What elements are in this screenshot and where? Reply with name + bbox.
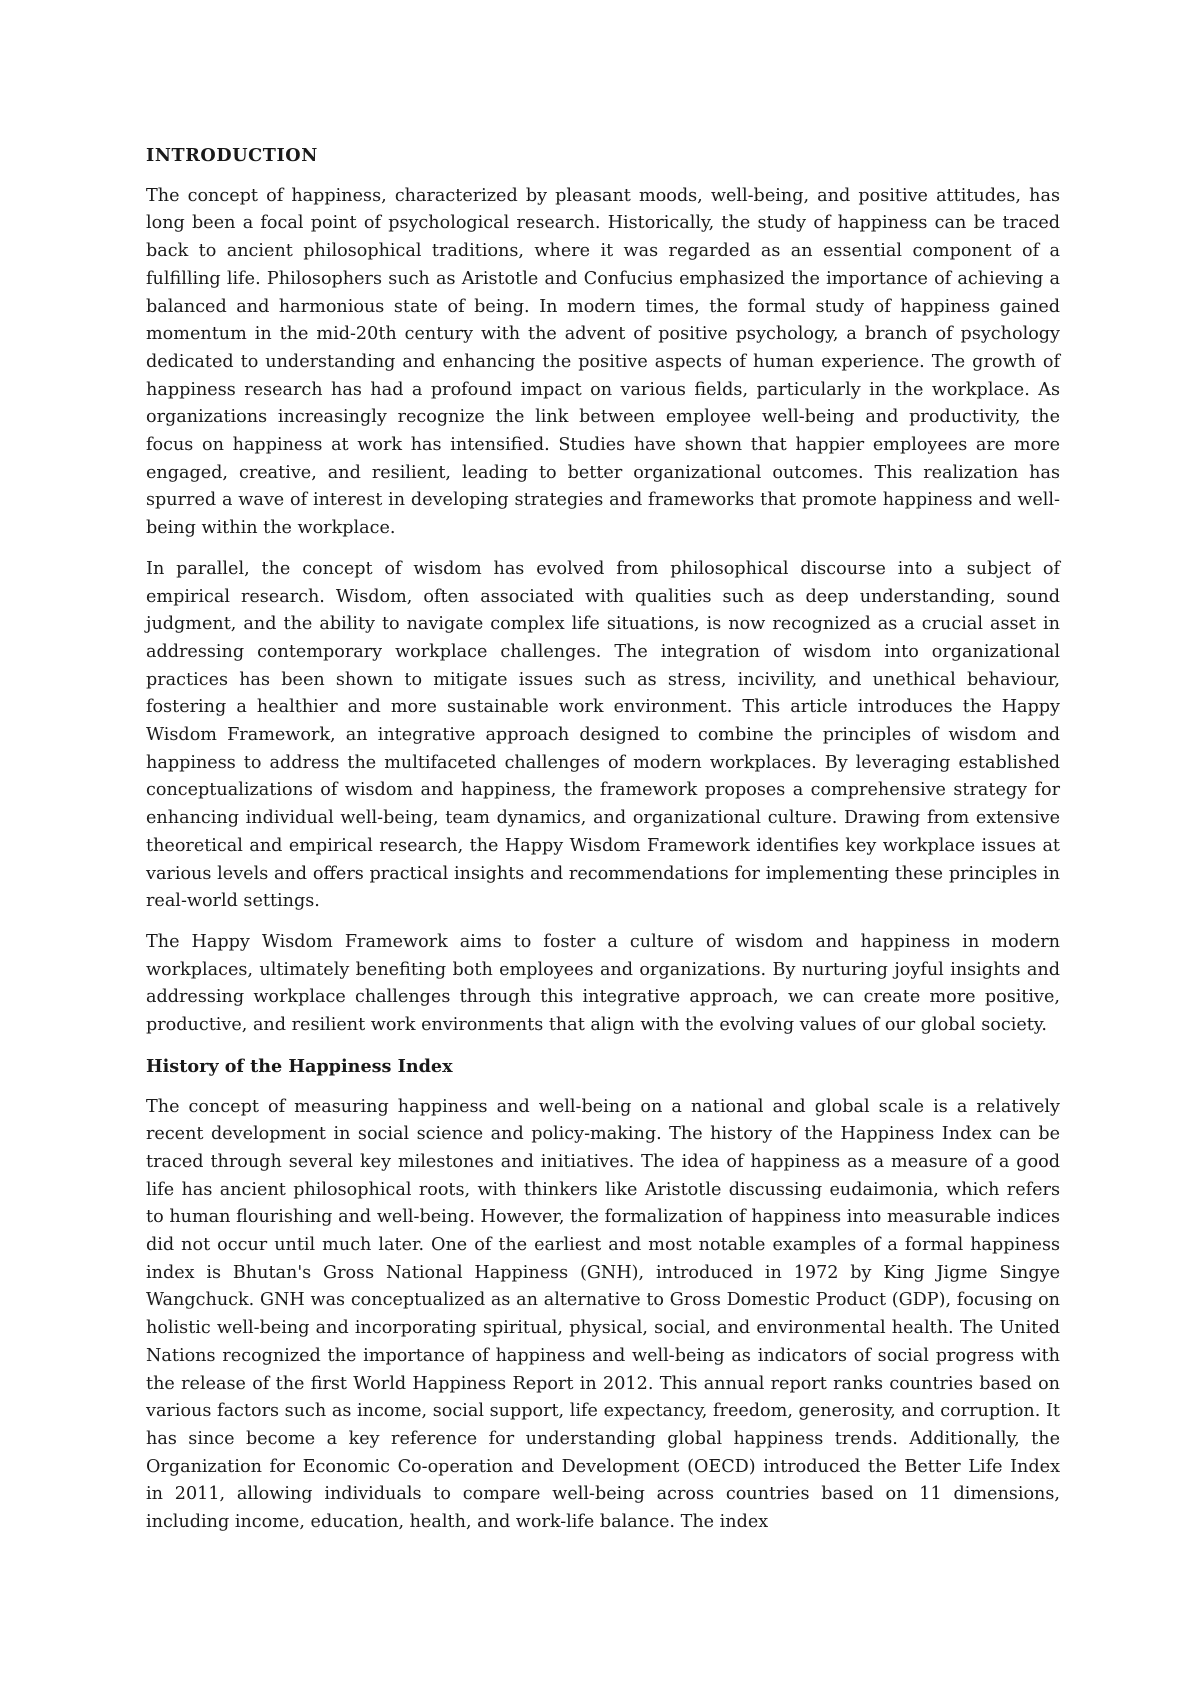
intro-paragraph-2: In parallel, the concept of wisdom has evolved from philosophical discourse into a subject of empirical research. Wisdom, often associated with qualities such as deep understanding, sound judgment, and the ability to navigate complex life situations, is now recognized as a crucial asset in addressing contemporary workplace challenges. The integration of wisdom into organizational practices has been shown to mitigate issues such as stress, incivility, and unethical behaviour, fostering a healthier and more sustainable work environment. This article introduces the Happy Wisdom Framework, an integrative approach designed to combine the principles of wisdom and happiness to address the multifaceted challenges of modern workplaces. By leveraging established conceptualizations of wisdom and happiness, the framework proposes a comprehensive strategy for enhancing individual well-being, team dynamics, and organizational culture. Drawing from extensive theoretical and empirical research, the Happy Wisdom Framework identifies key workplace issues at various levels and offers practical insights and recommendations for implementing these principles in real-world settings. [146,558,1060,912]
intro-paragraph-3: The Happy Wisdom Framework aims to foster a culture of wisdom and happiness in modern workplaces, ultimately benefiting both employees and organizations. By nurturing joyful insights and addressing workplace challenges through this integrative approach, we can create more positive, productive, and resilient work environments that align with the evolving values of our global society. [146,931,1060,1036]
document-body [146,142,1060,1550]
history-paragraph: The concept of measuring happiness and well-being on a national and global scale is a relatively recent development in social science and policy-making. The history of the Happiness Index can be traced through several key milestones and initiatives. The idea of happiness as a measure of a good life has ancient philosophical roots, with thinkers like Aristotle discussing eudaimonia, which refers to human flourishing and well-being. However, the formalization of happiness into measurable indices did not occur until much later. One of the earliest and most notable examples of a formal happiness index is Bhutan's Gross National Happiness (GNH), introduced in 1972 by King Jigme Singye Wangchuck. GNH was conceptualized as an alternative to Gross Domestic Product (GDP), focusing on holistic well-being and incorporating spiritual, physical, social, and environmental health. The United Nations recognized the importance of happiness and well-being as indicators of social progress with the release of the first World Happiness Report in 2012. This annual report ranks countries based on various factors such as income, social support, life expectancy, freedom, generosity, and corruption. It has since become a key reference for understanding global happiness trends. Additionally, the Organization for Economic Co-operation and Development (OECD) introduced the Better Life Index in 2011, allowing individuals to compare well-being across countries based on 11 dimensions, including income, education, health, and work-life balance. The index [146,1096,1060,1533]
section-heading-introduction: INTRODUCTION [146,145,318,166]
section-heading-history: History of the Happiness Index [146,1055,453,1077]
intro-paragraph-1: The concept of happiness, characterized by pleasant moods, well-being, and positive attitudes, has long been a focal point of psychological research. Historically, the study of happiness can be traced back to ancient philosophical traditions, where it was regarded as an essential component of a fulfilling life. Philosophers such as Aristotle and Confucius emphasized the importance of achieving a balanced and harmonious state of being. In modern times, the formal study of happiness gained momentum in the mid-20th century with the advent of positive psychology, a branch of psychology dedicated to understanding and enhancing the positive aspects of human experience. The growth of happiness research has had a profound impact on various fields, particularly in the workplace. As organizations increasingly recognize the link between employee well-being and productivity, the focus on happiness at work has intensified. Studies have shown that happier employees are more engaged, creative, and resilient, leading to better organizational outcomes. This realization has spurred a wave of interest in developing strategies and frameworks that promote happiness and well-being within the workplace. [146,185,1060,539]
